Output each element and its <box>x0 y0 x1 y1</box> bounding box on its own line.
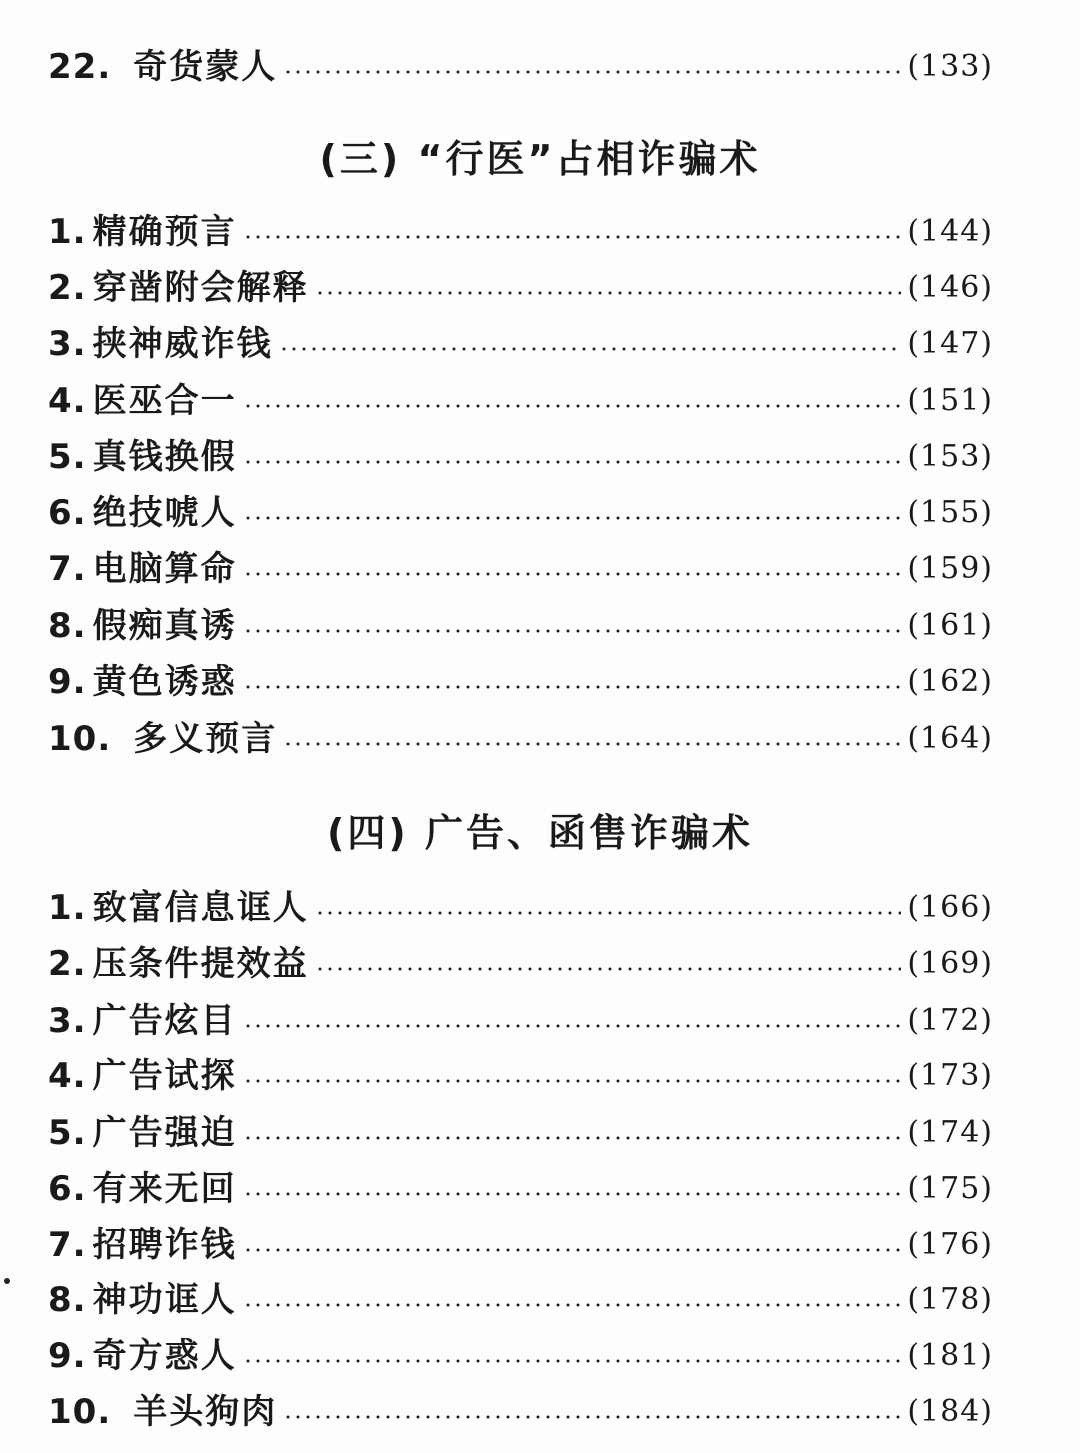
entry-title: 精确预言 <box>92 212 237 252</box>
print-speck <box>4 1278 10 1284</box>
toc-entry[interactable] <box>48 42 993 92</box>
entry-title: 挟神威诈钱 <box>92 324 273 364</box>
entry-title: 羊头狗肉 <box>133 1392 278 1432</box>
entry-page-number: (153) <box>907 439 993 474</box>
entry-title: 广告试探 <box>92 1056 237 1096</box>
dot-leader <box>243 460 902 464</box>
dot-leader <box>283 1415 901 1419</box>
dot-leader <box>243 1024 902 1028</box>
entry-title: 穿凿附会解释 <box>92 268 309 308</box>
entry-number: 8. <box>48 1280 87 1320</box>
toc-entry[interactable] <box>48 1051 993 1101</box>
entry-page-number: (169) <box>907 946 993 981</box>
entry-page-number: (174) <box>907 1115 993 1150</box>
entry-page-number: (159) <box>907 551 993 586</box>
entry-number: 3. <box>48 324 87 364</box>
dot-leader <box>243 572 902 576</box>
dot-leader <box>243 235 902 239</box>
dot-leader <box>315 967 902 971</box>
toc-entry[interactable] <box>48 1220 993 1270</box>
entry-title: 神功诓人 <box>92 1280 237 1320</box>
entry-number: 22. <box>48 47 112 87</box>
dot-leader <box>243 1303 902 1307</box>
entry-title: 广告炫目 <box>92 1001 237 1041</box>
toc-entry[interactable] <box>48 488 993 538</box>
toc-entry[interactable] <box>48 714 993 764</box>
entry-number: 4. <box>48 381 87 421</box>
entry-number: 9. <box>48 1336 87 1376</box>
entry-title: 绝技唬人 <box>92 493 237 533</box>
entry-number: 10. <box>48 1392 112 1432</box>
toc-entry[interactable] <box>48 1108 993 1158</box>
dot-leader <box>243 1192 902 1196</box>
entry-title: 多义预言 <box>133 719 278 759</box>
entry-title: 有来无回 <box>92 1169 237 1209</box>
entry-number: 8. <box>48 606 87 646</box>
entry-title: 奇方惑人 <box>92 1336 237 1376</box>
dot-leader <box>283 70 901 74</box>
entry-page-number: (146) <box>907 270 993 305</box>
dot-leader <box>243 1248 902 1252</box>
toc-entry[interactable] <box>48 432 993 482</box>
entry-title: 招聘诈钱 <box>92 1225 237 1265</box>
entry-number: 5. <box>48 437 87 477</box>
entry-number: 3. <box>48 1001 87 1041</box>
entry-page-number: (178) <box>907 1282 993 1317</box>
toc-entry[interactable] <box>48 207 993 257</box>
entry-page-number: (173) <box>907 1058 993 1093</box>
entry-number: 1. <box>48 888 87 928</box>
entry-number: 5. <box>48 1113 87 1153</box>
entry-page-number: (161) <box>907 608 993 643</box>
toc-entry[interactable] <box>48 1164 993 1214</box>
section-heading: (三) “行医”占相诈骗术 <box>319 137 761 181</box>
dot-leader <box>243 629 902 633</box>
entry-page-number: (164) <box>907 721 993 756</box>
entry-page-number: (175) <box>907 1171 993 1206</box>
dot-leader <box>279 347 902 351</box>
entry-number: 9. <box>48 662 87 702</box>
entry-page-number: (176) <box>907 1227 993 1262</box>
entry-page-number: (144) <box>907 214 993 249</box>
toc-entry[interactable] <box>48 319 993 369</box>
entry-number: 4. <box>48 1056 87 1096</box>
entry-page-number: (184) <box>907 1394 993 1429</box>
entry-page-number: (147) <box>907 326 993 361</box>
toc-entry[interactable] <box>48 376 993 426</box>
entry-page-number: (133) <box>907 49 993 84</box>
toc-entry[interactable] <box>48 1275 993 1325</box>
section-heading: (四) 广告、函售诈骗术 <box>327 811 753 855</box>
entry-number: 7. <box>48 549 87 589</box>
toc-entry[interactable] <box>48 263 993 313</box>
toc-entry[interactable] <box>48 657 993 707</box>
toc-entry[interactable] <box>48 1387 993 1437</box>
toc-entry[interactable] <box>48 1331 993 1381</box>
entry-page-number: (166) <box>907 890 993 925</box>
entry-page-number: (172) <box>907 1003 993 1038</box>
toc-entry[interactable] <box>48 544 993 594</box>
toc-entry[interactable] <box>48 601 993 651</box>
entry-page-number: (162) <box>907 664 993 699</box>
dot-leader <box>243 1136 902 1140</box>
toc-entry[interactable] <box>48 883 993 933</box>
entry-number: 2. <box>48 944 87 984</box>
entry-number: 6. <box>48 493 87 533</box>
toc-entry[interactable] <box>48 996 993 1046</box>
entry-page-number: (151) <box>907 383 993 418</box>
entry-title: 电脑算命 <box>92 549 237 589</box>
entry-number: 2. <box>48 268 87 308</box>
entry-number: 10. <box>48 719 112 759</box>
entry-number: 6. <box>48 1169 87 1209</box>
dot-leader <box>243 685 902 689</box>
entry-title: 医巫合一 <box>92 381 237 421</box>
dot-leader <box>243 1359 902 1363</box>
entry-title: 压条件提效益 <box>92 944 309 984</box>
toc-entry[interactable] <box>48 939 993 989</box>
entry-title: 广告强迫 <box>92 1113 237 1153</box>
entry-title: 致富信息诓人 <box>92 888 309 928</box>
dot-leader <box>315 291 902 295</box>
entry-page-number: (181) <box>907 1338 993 1373</box>
entry-number: 7. <box>48 1225 87 1265</box>
dot-leader <box>243 516 902 520</box>
entry-title: 黄色诱惑 <box>92 662 237 702</box>
entry-number: 1. <box>48 212 87 252</box>
dot-leader <box>315 911 902 915</box>
entry-title: 真钱换假 <box>92 437 237 477</box>
entry-page-number: (155) <box>907 495 993 530</box>
entry-title: 奇货蒙人 <box>133 47 278 87</box>
dot-leader <box>283 742 901 746</box>
entry-title: 假痴真诱 <box>92 606 237 646</box>
dot-leader <box>243 1079 902 1083</box>
dot-leader <box>243 404 902 408</box>
